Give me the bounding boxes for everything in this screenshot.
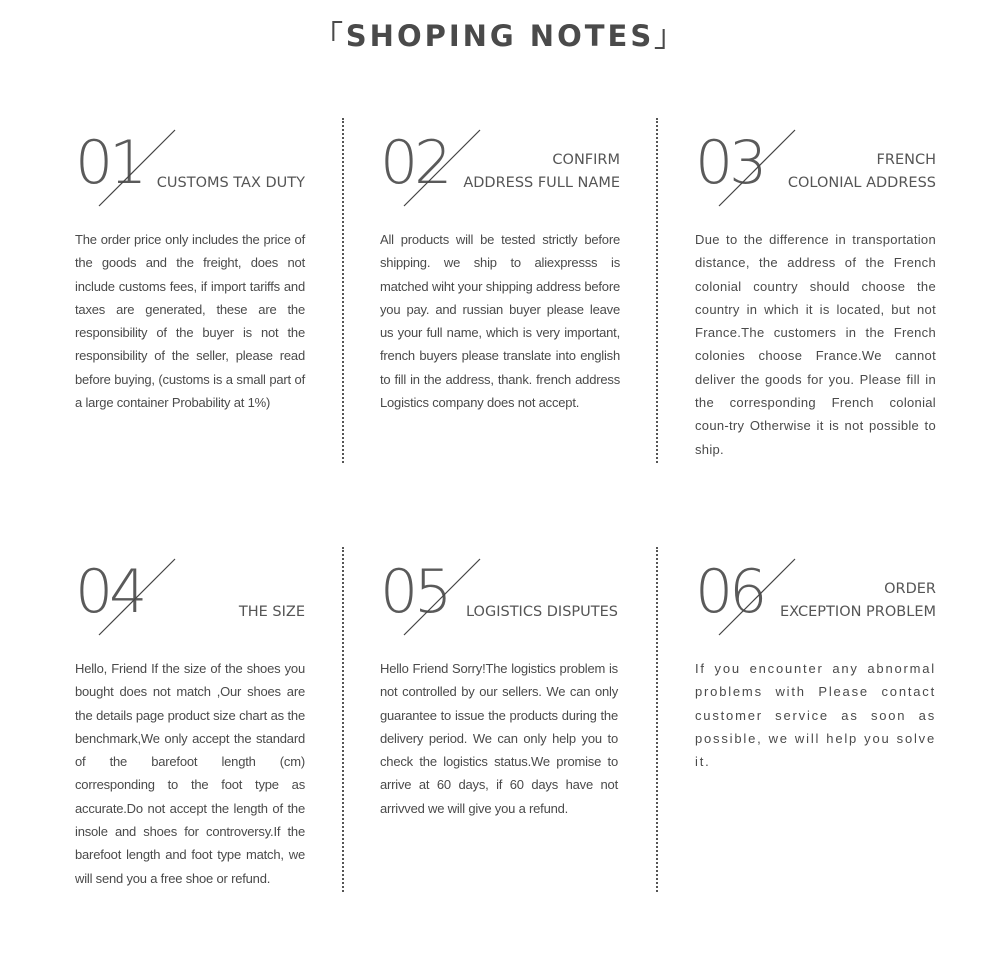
column-divider: [656, 118, 658, 463]
note-title-line: FRENCH: [876, 152, 936, 168]
note-header: [695, 557, 936, 657]
column-divider: [342, 118, 344, 463]
note-card-04: [75, 557, 305, 890]
slash-decoration: [717, 128, 797, 208]
page-title: 「SHOPING NOTES」: [313, 19, 687, 53]
note-title-line: LOGISTICS DISPUTES: [466, 604, 618, 620]
slash-decoration: [97, 128, 177, 208]
note-header: [75, 557, 305, 657]
note-body: Hello, Friend If the size of the shoes you bought does not match ,Our shoes are the details page product size chart as the benchmark,We only accept the standard of the barefoot length (cm) corresponding to the foot type as accurate.Do not accept the length of the insole and shoes for controversy.If the barefoot length and foot type match, we will send you a free shoe or refund.: [75, 661, 305, 886]
note-header: [695, 128, 936, 228]
note-title: [157, 172, 305, 195]
slash-decoration: [97, 557, 177, 637]
note-header: [75, 128, 305, 228]
note-title-line: THE SIZE: [238, 604, 305, 620]
note-number: 06: [695, 557, 764, 627]
note-header: [380, 128, 620, 228]
note-title: [788, 149, 936, 195]
column-divider: [656, 547, 658, 892]
note-header: [380, 557, 618, 657]
note-title: [466, 601, 618, 624]
note-body: The order price only includes the price of the goods and the freight, does not include customs fees, if import tariffs and taxes are generated, these are the responsibility of the buyer is not the responsibility of the seller, please read before buying, (customs is a small part of a large container Probability at 1%): [75, 232, 305, 411]
note-card-01: [75, 128, 305, 414]
note-number: 01: [75, 128, 144, 198]
note-title-line: ORDER: [884, 581, 936, 597]
column-divider: [342, 547, 344, 892]
note-title-line: CONFIRM: [552, 152, 620, 168]
note-body: If you encounter any abnormal problems with Please contact customer service as soon as possible, we will help you solve it.: [695, 661, 936, 770]
slash-decoration: [402, 557, 482, 637]
note-card-05: [380, 557, 618, 820]
note-title-line: CUSTOMS TAX DUTY: [156, 175, 305, 191]
note-card-06: [695, 557, 936, 773]
note-title-line: EXCEPTION PROBLEM: [779, 604, 936, 620]
note-number: 02: [380, 128, 449, 198]
note-title-line: ADDRESS FULL NAME: [463, 175, 620, 191]
note-body: Due to the difference in transportation distance, the address of the French colonial country should choose the country in which it is located, but not France.The customers in the French colonies choose France.We cannot deliver the goods for you. Please fill in the corresponding French colonial coun-try Otherwise it is not possible to ship.: [695, 232, 936, 457]
note-card-03: [695, 128, 936, 461]
note-title: [780, 578, 936, 624]
note-number: 04: [75, 557, 144, 627]
note-body: Hello Friend Sorry!The logistics problem is not controlled by our sellers. We can only guarantee to issue the products during the delivery period. We can only help you to check the logistics status.We promise to arrive at 60 days, if 60 days have not arrivved we will give you a refund.: [380, 661, 618, 816]
note-title: [239, 601, 305, 624]
note-card-02: [380, 128, 620, 414]
note-body: All products will be tested strictly before shipping. we ship to aliexpresss is matched wiht your shipping address before you pay. and russian buyer please leave us your full name, which is very important, french buyers please translate into english to fill in the address, thank. french address Logistics company does not accept.: [380, 232, 620, 411]
note-title: [463, 149, 620, 195]
note-number: 03: [695, 128, 764, 198]
note-number: 05: [380, 557, 449, 627]
note-title-line: COLONIAL ADDRESS: [787, 175, 936, 191]
